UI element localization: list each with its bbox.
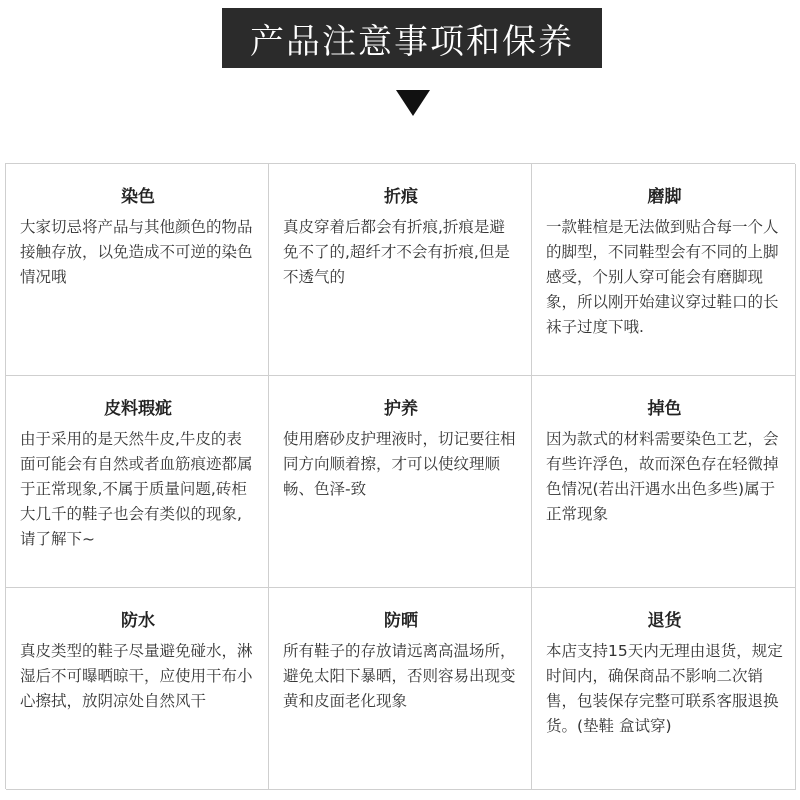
cell-body: 使用磨砂皮护理液时，切记要往相同方向顺着擦，才可以使纹理顺畅、色泽-致 (283, 430, 516, 498)
cell-body: 由于采用的是天然牛皮,牛皮的表面可能会有自然或者血筋痕迹都属于正常现象,不属于质量问题,砖柜大几千的鞋子也会有类似的现象,请了解下~ (20, 430, 253, 548)
cell-body: 真皮穿着后都会有折痕,折痕是避免不了的,超纤才不会有折痕,但是不透气的 (283, 218, 510, 286)
cell-title: 磨脚 (647, 187, 682, 207)
care-cell-maintenance (269, 376, 532, 588)
cell-title: 皮料瑕疵 (104, 399, 172, 419)
cell-title: 染色 (121, 187, 155, 207)
page-title-banner (222, 8, 602, 68)
cell-body: 真皮类型的鞋子尽量避免碰水，淋湿后不可曝晒晾干，应使用干布小心擦拭，放阴凉处自然风干 (20, 642, 253, 710)
cell-body: 所有鞋子的存放请远离高温场所，避免太阳下暴晒，否则容易出现变黄和皮面老化现象 (283, 642, 516, 710)
cell-body: 大家切忌将产品与其他颜色的物品接触存放，以免造成不可逆的染色情况哦 (20, 218, 253, 286)
cell-body: 本店支持15天内无理由退货，规定时间内，确保商品不影响二次销售，包装保存完整可联系客服退换货。(垫鞋 盒试穿) (546, 642, 783, 735)
cell-title: 退货 (647, 611, 682, 631)
cell-title: 护养 (384, 399, 418, 419)
care-cell-leather-flaws (6, 376, 269, 588)
cell-title: 折痕 (384, 187, 418, 207)
care-cell-creases (269, 164, 532, 376)
care-cell-waterproof (6, 588, 269, 790)
care-cell-returns (532, 588, 796, 790)
cell-title: 防水 (121, 611, 155, 631)
cell-body: 一款鞋楦是无法做到贴合每一个人的脚型，不同鞋型会有不同的上脚感受，个别人穿可能会有磨脚现象，所以刚开始建议穿过鞋口的长袜子过度下哦. (546, 218, 779, 336)
down-arrow-icon (396, 90, 430, 116)
care-cell-sun-protection (269, 588, 532, 790)
care-instructions-grid (5, 163, 795, 789)
care-cell-fading (532, 376, 796, 588)
cell-title: 防晒 (384, 611, 418, 631)
care-cell-dyeing (6, 164, 269, 376)
page-title: 产品注意事项和保养 (250, 21, 574, 62)
care-cell-chafing (532, 164, 796, 376)
cell-title: 掉色 (647, 399, 682, 419)
cell-body: 因为款式的材料需要染色工艺，会有些许浮色，故而深色存在轻微掉色情况(若出汗遇水出色多些)属于正常现象 (546, 430, 779, 523)
